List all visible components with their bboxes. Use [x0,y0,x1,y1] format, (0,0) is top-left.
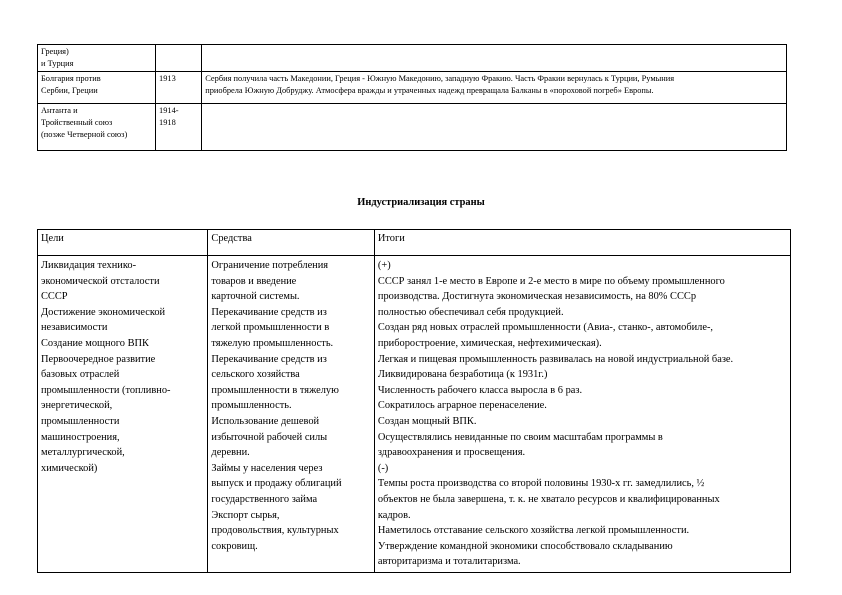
conflict-cell [38,45,156,72]
cell-line: энергетической, [41,400,113,412]
cell-line: Создан ряд новых отраслей промышленности (Авиа-, станко-, автомобиле-, [377,322,714,334]
cell-line: Перекачивание средств из [211,306,327,318]
industrialization-table [37,229,791,573]
cell-line: Экспорт сырья, [211,509,280,521]
cell-line: объектов не была завершена, т. к. не хватало ресурсов и квалифицированных [377,493,720,505]
cell-line: легкой промышленности в [211,322,330,334]
cell-line: Греция) [41,47,69,56]
cell-line: (+) [377,260,391,271]
header-results: Итоги [374,230,790,256]
cell-line: промышленности (топливно- [41,384,171,396]
cell-line: государственного займа [211,493,318,505]
cell-line: и Турция [41,59,74,68]
table-row [38,45,787,72]
cell-line: продовольствия, культурных [211,525,339,537]
cell-line: 1913 [159,74,176,83]
cell-line: Сократилось аграрное перенаселение. [377,400,547,412]
cell-line: сельского хозяйства [211,369,300,381]
cell-line: Тройственный союз [41,118,113,127]
page-title: Индустриализация страны [357,197,485,208]
cell-line: карточной системы. [211,291,300,303]
cell-line: Использование дешевой [211,415,320,427]
cell-line: 1918 [159,118,176,127]
cell-line: приобрела Южную Добруджу. Атмосфера вражды и утраченных надежд превращала Балканы в «пороховой погреб» Европы. [205,86,654,95]
cell-line: Болгария против [41,74,101,83]
table-row [38,72,787,104]
cell-line: химической) [41,462,98,474]
balkan-wars-table [37,44,787,151]
cell-line: Создание мощного ВПК [41,337,149,349]
cell-line: тяжелую промышленность. [211,337,334,349]
cell-line: здравоохранения и просвещения. [377,447,526,459]
year-cell [156,72,202,104]
cell-line: товаров и введение [211,275,297,287]
table1-body [38,45,787,151]
cell-line: машиностроения, [41,431,120,443]
cell-line: экономической отсталости [41,275,160,287]
cell-line: (позже Четверной союз) [41,130,128,139]
cell-line: Сербия получила часть Македонии, Греция - Южную Македонию, западную Фракию. Часть Фракии вернулась к Турции, Румыния [205,74,675,83]
cell-line: 1914- [159,106,179,115]
cell-line: Создан мощный ВПК. [377,415,477,427]
cell-line: промышленности [41,415,120,427]
cell-line: полностью обеспечивал себя продукцией. [377,306,564,318]
cell-line: независимости [41,322,108,334]
table-row [38,104,787,151]
cell-line: Сербии, Греции [41,86,98,95]
cell-line: производства. Достигнута экономическая независимость, на 80% СССр [377,291,697,303]
goals-cell [38,256,208,573]
cell-line: Антанта и [41,106,78,115]
cell-line: Темпы роста производства со второй половины 1930-х гг. замедлились, ½ [377,478,705,490]
cell-line: СССР занял 1-е место в Европе и 2-е место в мире по объему промышленного [377,275,725,287]
cell-line: выпуск и продажу облигаций [211,478,342,490]
cell-line: (-) [377,462,389,474]
cell-line: Перекачивание средств из [211,353,327,365]
cell-line: сокровищ. [211,540,258,552]
cell-line: Численность рабочего класса выросла в 6 раз. [377,384,583,396]
cell-line: Ограничение потребления [211,260,329,271]
header-goals: Цели [38,230,208,256]
results-cell [374,256,790,573]
year-cell [156,104,202,151]
cell-line: СССР [41,291,68,303]
cell-line: промышленности в тяжелую [211,384,339,396]
cell-line: Легкая и пищевая промышленность развивалась на новой индустриальной базе. [377,353,734,365]
cell-line: Ликвидирована безработица (к 1931г.) [377,369,548,381]
cell-line: избыточной рабочей силы [211,431,328,443]
conflict-cell [38,72,156,104]
result-cell [202,45,787,72]
cell-line: Займы у населения через [211,462,323,474]
cell-line: авторитаризма и тоталитаризма. [377,556,521,568]
table-row [38,256,791,573]
cell-line: деревни. [211,447,250,459]
cell-line: кадров. [377,509,411,521]
cell-line: Осуществлялись невиданные по своим масштабам программы в [377,431,663,443]
cell-line: базовых отраслей [41,369,120,381]
conflict-cell [38,104,156,151]
table-header-row [38,230,791,256]
cell-line: Утверждение командной экономики способствовало складыванию [377,540,673,552]
year-cell [156,45,202,72]
cell-line: промышленность. [211,400,292,412]
cell-line: Ликвидация технико- [41,260,137,271]
cell-line: Достижение экономической [41,306,166,318]
result-cell [202,72,787,104]
means-cell [208,256,374,573]
header-means: Средства [208,230,374,256]
result-cell [202,104,787,151]
cell-line: приборостроение, химическая, нефтехимическая). [377,337,602,349]
cell-line: Наметилось отставание сельского хозяйства легкой промышленности. [377,525,690,537]
cell-line: металлургической, [41,447,125,459]
cell-line: Первоочередное развитие [41,353,156,365]
